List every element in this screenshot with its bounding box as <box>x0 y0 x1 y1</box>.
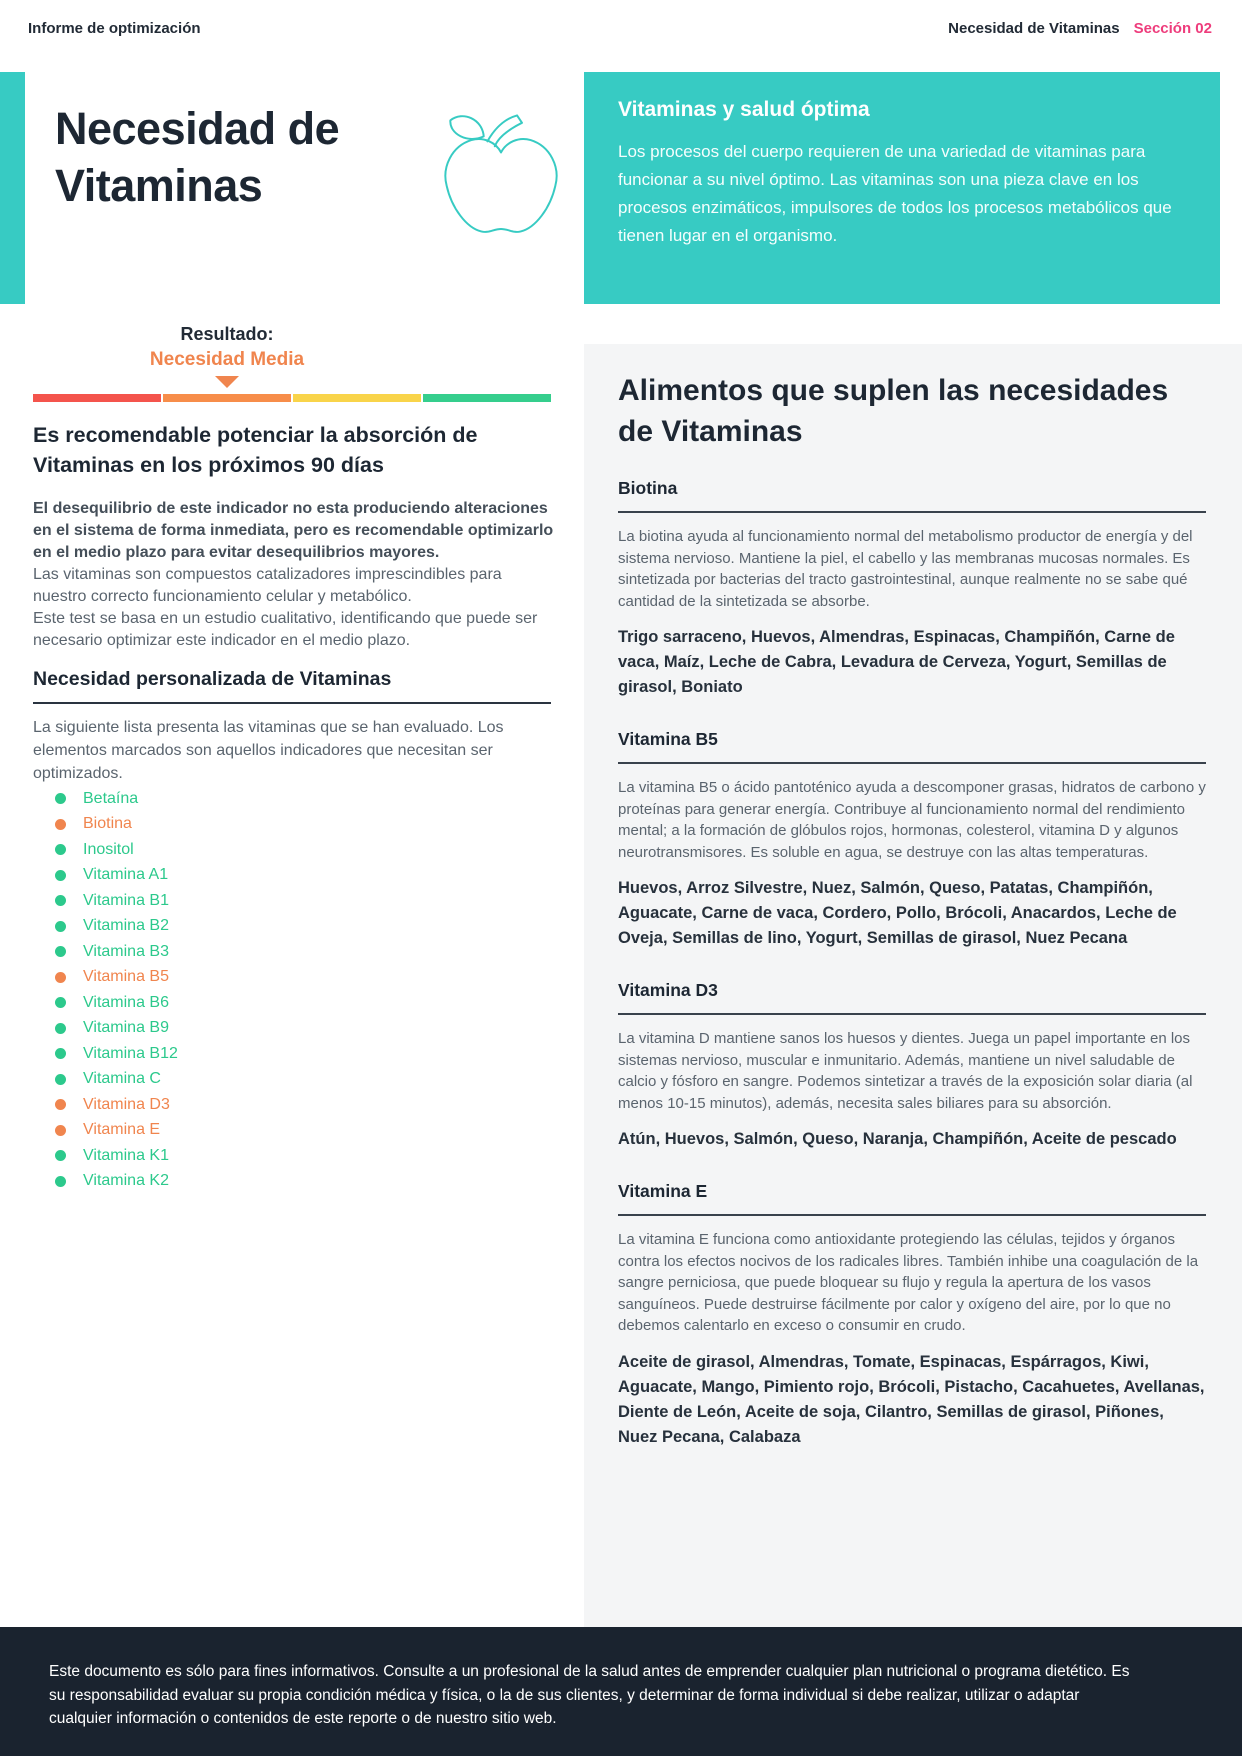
vitamin-list <box>55 786 178 1194</box>
scale-segment <box>423 394 551 402</box>
vitamin-label: Inositol <box>83 840 134 858</box>
foods-heading: Alimentos que suplen las necesidades de Vitaminas <box>618 374 1169 448</box>
vitamin-list-item <box>55 1169 178 1195</box>
vitamin-label: Vitamina B2 <box>83 917 169 935</box>
status-dot-icon <box>55 1150 66 1161</box>
food-section-description: La vitamina B5 o ácido pantoténico ayuda a descomponer grasas, hidratos de carbono y proteínas para generar energía. Contribuye al funcionamiento normal del rendimiento mental; a la formación de glóbulos rojos, hormonas, colesterol, vitamina D y algunos neurotransmisores. Es soluble en agua, se destruye con las altas temperaturas. <box>618 779 1206 861</box>
report-title: Informe de optimización <box>28 20 201 37</box>
vitamin-list-item <box>55 786 178 812</box>
vitamin-list-item <box>55 1143 178 1169</box>
status-dot-icon <box>55 1023 66 1034</box>
status-dot-icon <box>55 793 66 804</box>
scale-segment <box>33 394 161 402</box>
vitamin-list-item <box>55 863 178 889</box>
status-dot-icon <box>55 921 66 932</box>
status-dot-icon <box>55 1074 66 1085</box>
food-sections <box>618 478 1206 1450</box>
vitamin-label: Vitamina B3 <box>83 942 169 960</box>
food-section-title: Vitamina E <box>618 1181 1206 1216</box>
result-scale-bar <box>33 394 551 402</box>
vitamin-list-item <box>55 812 178 838</box>
vitamin-list-item <box>55 914 178 940</box>
recommendation-text-2: Las vitaminas son compuestos catalizadores imprescindibles para nuestro correcto funcionamiento celular y metabólico. <box>33 566 502 605</box>
food-section-foods: Atún, Huevos, Salmón, Queso, Naranja, Champiñón, Aceite de pescado <box>618 1130 1177 1148</box>
status-dot-icon <box>55 1048 66 1059</box>
hero-box-title: Vitaminas y salud óptima <box>618 98 870 121</box>
vitamin-label: Biotina <box>83 815 132 833</box>
hero-box-text: Los procesos del cuerpo requieren de una variedad de vitaminas para funcionar a su nivel óptimo. Las vitaminas son una pieza clave en los procesos enzimáticos, impulsores de todos los procesos metabólicos que tienen lugar en el organismo. <box>618 142 1172 245</box>
vitamin-label: Vitamina K2 <box>83 1172 169 1190</box>
recommendation-text-3: Este test se basa en un estudio cualitativo, identificando que puede ser necesario optimizar este indicador en el medio plazo. <box>33 610 538 649</box>
recommendation-strong-text: El desequilibrio de este indicador no esta produciendo alteraciones en el sistema de forma inmediata, pero es recomendable optimizarlo en el medio plazo para evitar desequilibrios mayores. <box>33 500 554 561</box>
vitamin-label: Vitamina K1 <box>83 1146 169 1164</box>
status-dot-icon <box>55 1125 66 1136</box>
vitamin-list-item <box>55 965 178 991</box>
vitamin-label: Vitamina D3 <box>83 1095 170 1113</box>
recommendation-paragraph <box>33 498 555 652</box>
disclaimer-text: Este documento es sólo para fines informativos. Consulte a un profesional de la salud antes de emprender cualquier plan nutricional o programa dietético. Es su responsabilidad evaluar su propia condición médica y física, o la de sus clientes, y determinar de forma individual si debe realizar, utilizar o adaptar cualquier información o contenidos de este reporte o de nuestro sitio web. <box>49 1663 1130 1727</box>
vitamin-list-item <box>55 1118 178 1144</box>
vitamin-label: Vitamina B6 <box>83 993 169 1011</box>
vitamin-list-item <box>55 1092 178 1118</box>
page-footer <box>0 1627 1242 1756</box>
food-section-description: La vitamina E funciona como antioxidante protegiendo las células, tejidos y órganos contra los efectos nocivos de los radicales libres. También inhibe una coagulación de la sangre perniciosa, que puede bloquear su flujo y regula la apertura de los vasos sanguíneos. Puede destruirse fácilmente por calor y oxígeno del aire, por lo que no debemos calentarlo en exceso o consumir en crudo. <box>618 1231 1199 1334</box>
food-section <box>618 980 1206 1152</box>
foods-panel <box>584 344 1242 1627</box>
section-badge: Sección 02 <box>1133 20 1212 37</box>
page-header <box>28 20 1212 37</box>
vitamin-label: Vitamina B9 <box>83 1019 169 1037</box>
status-dot-icon <box>55 819 66 830</box>
vitamin-label: Vitamina B12 <box>83 1044 178 1062</box>
status-dot-icon <box>55 1176 66 1187</box>
food-section <box>618 478 1206 700</box>
food-section-title: Biotina <box>618 478 1206 513</box>
vitamin-list-item <box>55 1016 178 1042</box>
result-marker-icon <box>215 376 239 388</box>
apple-icon <box>438 108 564 250</box>
result-block <box>33 324 421 388</box>
food-section-title: Vitamina B5 <box>618 729 1206 764</box>
personalized-heading: Necesidad personalizada de Vitaminas <box>33 668 551 704</box>
page-title: Necesidad de Vitaminas <box>55 103 340 211</box>
status-dot-icon <box>55 997 66 1008</box>
vitamin-label: Vitamina C <box>83 1070 161 1088</box>
status-dot-icon <box>55 946 66 957</box>
vitamin-label: Vitamina E <box>83 1121 161 1139</box>
vitamin-label: Vitamina B5 <box>83 968 169 986</box>
status-dot-icon <box>55 1099 66 1110</box>
result-label: Resultado: <box>180 324 274 344</box>
scale-segment <box>163 394 291 402</box>
vitamin-label: Betaína <box>83 789 139 807</box>
food-section-foods: Huevos, Arroz Silvestre, Nuez, Salmón, Queso, Patatas, Champiñón, Aguacate, Carne de vaca, Cordero, Pollo, Brócoli, Anacardos, Leche de Oveja, Semillas de lino, Yogurt, Semillas de girasol, Nuez Pecana <box>618 879 1177 947</box>
status-dot-icon <box>55 972 66 983</box>
vitamin-label: Vitamina A1 <box>83 866 169 884</box>
food-section-title: Vitamina D3 <box>618 980 1206 1015</box>
recommendation-heading: Es recomendable potenciar la absorción de Vitaminas en los próximos 90 días <box>33 423 478 477</box>
scale-segment <box>293 394 421 402</box>
food-section <box>618 1181 1206 1450</box>
result-value: Necesidad Media <box>149 349 305 370</box>
vitamin-list-item <box>55 837 178 863</box>
vitamin-list-item <box>55 1067 178 1093</box>
vitamin-label: Vitamina B1 <box>83 891 169 909</box>
food-section-description: La vitamina D mantiene sanos los huesos y dientes. Juega un papel importante en los sistemas nervioso, muscular e inmunitario. Además, mantiene un nivel saludable de calcio y fósforo en sangre. Podemos sintetizar a través de la exposición solar diaria (al menos 10-15 minutos), además, necesita sales biliares para su absorción. <box>618 1030 1193 1112</box>
food-section-foods: Aceite de girasol, Almendras, Tomate, Espinacas, Espárragos, Kiwi, Aguacate, Mango, Pimiento rojo, Brócoli, Pistacho, Cacahuetes, Avellanas, Diente de León, Aceite de soja, Cilantro, Semillas de girasol, Piñones, Nuez Pecana, Calabaza <box>618 1352 1205 1446</box>
food-section-description: La biotina ayuda al funcionamiento normal del metabolismo productor de energía y del sistema nervioso. Mantiene la piel, el cabello y las membranas mucosas normales. Es sintetizada por bacterias del tracto gastrointestinal, aunque realmente no se sabe qué cantidad de la sintetizada se absorbe. <box>618 528 1193 610</box>
vitamin-list-item <box>55 1041 178 1067</box>
vitamin-list-item <box>55 888 178 914</box>
hero-summary-box <box>584 72 1220 304</box>
status-dot-icon <box>55 895 66 906</box>
status-dot-icon <box>55 844 66 855</box>
vitamin-list-item <box>55 990 178 1016</box>
status-dot-icon <box>55 870 66 881</box>
personalized-intro: La siguiente lista presenta las vitaminas que se han evaluado. Los elementos marcados son aquellos indicadores que necesitan ser optimizados. <box>33 719 504 782</box>
food-section <box>618 729 1206 951</box>
left-accent-bar <box>0 72 25 304</box>
food-section-foods: Trigo sarraceno, Huevos, Almendras, Espinacas, Champiñón, Carne de vaca, Maíz, Leche de Cabra, Levadura de Cerveza, Yogurt, Semillas de girasol, Boniato <box>618 628 1175 696</box>
vitamin-list-item <box>55 939 178 965</box>
page-title-breadcrumb: Necesidad de Vitaminas <box>948 20 1120 37</box>
